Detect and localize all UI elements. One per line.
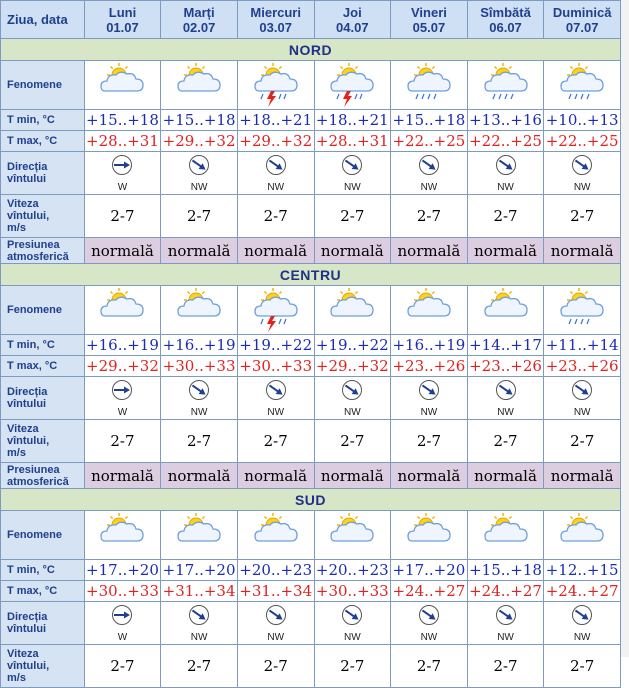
tmax-value: +23..+26: [469, 357, 542, 375]
wind-direction-cell: [544, 377, 621, 420]
tmin-value: +20..+23: [239, 561, 313, 579]
pressure-value: normală: [391, 238, 468, 264]
wind-speed-label: [1, 420, 85, 463]
wind-arrow-icon: [265, 604, 287, 631]
wind-speed-label-text: Viteza: [7, 648, 39, 660]
wind-direction-label: [1, 602, 85, 645]
wind-direction-value: NW: [420, 631, 438, 643]
tmax-value: +31..+34: [162, 582, 236, 600]
wind-speed-value: 2-7: [237, 645, 314, 688]
wind-arrow-icon: [418, 379, 440, 406]
wind-direction-value: NW: [420, 181, 438, 193]
wind-arrow-icon: [188, 379, 210, 406]
fenomene-row: [1, 61, 621, 110]
region-name: CENTRU: [1, 264, 621, 286]
wind-direction-cell: [467, 602, 544, 645]
wind-arrow-icon: [188, 154, 210, 181]
tmin-value: +17..+20: [162, 561, 236, 579]
day-header: [84, 1, 161, 39]
wind-direction-value: W: [117, 181, 128, 193]
wind-direction-cell: [391, 377, 468, 420]
tmin-label: [1, 560, 85, 581]
sun-cloud-icon: [314, 511, 391, 560]
wind-speed-value: 2-7: [467, 195, 544, 238]
tmax-value: +30..+33: [86, 582, 159, 600]
wind-direction-value: NW: [343, 631, 361, 643]
sun-cloud-icon: [161, 286, 238, 335]
sun-cloud-icon: [84, 286, 161, 335]
wind-direction-value: NW: [497, 406, 514, 418]
wind-direction-cell: [467, 152, 544, 195]
tmax-label-text: T max, °C: [7, 360, 58, 372]
wind-direction-value: NW: [343, 406, 361, 418]
tmin-value: +15..+18: [162, 111, 236, 129]
day-header: [237, 1, 314, 39]
pressure-label-text: atmosferică: [7, 475, 69, 488]
pressure-row: [1, 238, 621, 264]
wind-speed-value: 2-7: [467, 420, 544, 463]
wind-direction-cell: [84, 152, 161, 195]
tmax-label-text: T max, °C: [7, 585, 58, 597]
day-header: [391, 1, 468, 39]
tmax-value: +29..+32: [162, 132, 236, 150]
wind-speed-value: 2-7: [391, 420, 468, 463]
pressure-value: normală: [544, 463, 621, 489]
tmax-value: +22..+25: [545, 132, 619, 150]
day-header: [314, 1, 391, 39]
day-name: Luni: [108, 4, 137, 20]
wind-speed-row: [1, 195, 621, 238]
wind-direction-value: NW: [420, 406, 438, 418]
tmax-value: +29..+32: [315, 357, 389, 375]
wind-speed-label-text: m/s: [7, 672, 26, 684]
rain-cloud-icon: [544, 286, 621, 335]
wind-direction-value: W: [117, 406, 128, 418]
wind-arrow-icon: [341, 154, 363, 181]
wind-arrow-icon: [571, 604, 593, 631]
wind-direction-label: [1, 377, 85, 420]
pressure-label: [1, 238, 85, 264]
tmin-row: [1, 335, 621, 356]
pressure-value: normală: [161, 463, 238, 489]
wind-speed-label-text: vîntului,: [7, 435, 50, 447]
wind-direction-cell: [544, 602, 621, 645]
wind-direction-cell: [237, 377, 314, 420]
tmin-value: +17..+20: [86, 561, 159, 579]
pressure-value: normală: [314, 238, 391, 264]
pressure-value: normală: [237, 238, 314, 264]
day-date: 03.07: [259, 19, 292, 35]
thunder-rain-icon: [314, 61, 391, 110]
day-date: 07.07: [565, 19, 599, 35]
wind-speed-value: 2-7: [544, 645, 621, 688]
fenomene-row: [1, 511, 621, 560]
thunder-rain-icon: [237, 61, 314, 110]
pressure-row: [1, 463, 621, 489]
tmax-value: +28..+31: [315, 132, 389, 150]
wind-direction-value: NW: [497, 181, 514, 193]
wind-direction-value: NW: [573, 406, 591, 418]
tmax-value: +30..+33: [162, 357, 236, 375]
wind-arrow-icon: [265, 154, 287, 181]
tmin-value: +15..+18: [392, 111, 466, 129]
wind-arrow-icon: [111, 154, 133, 181]
fenomene-row: [1, 286, 621, 335]
wind-speed-value: 2-7: [314, 195, 391, 238]
wind-direction-value: NW: [190, 406, 208, 418]
wind-direction-value: NW: [267, 631, 285, 643]
tmin-row: [1, 560, 621, 581]
wind-arrow-icon: [495, 379, 517, 406]
fenomene-label: [1, 61, 85, 110]
tmin-value: +13..+16: [469, 111, 542, 129]
tmax-value: +30..+33: [239, 357, 313, 375]
day-name: Marți: [183, 4, 215, 20]
fenomene-label-text: Fenomene: [7, 79, 63, 91]
tmax-value: +22..+25: [469, 132, 542, 150]
tmin-value: +16..+19: [392, 336, 466, 354]
wind-direction-row: [1, 602, 621, 645]
region-name: NORD: [1, 39, 621, 61]
tmin-value: +18..+21: [239, 111, 313, 129]
wind-arrow-icon: [111, 604, 133, 631]
day-header: [544, 1, 621, 39]
wind-direction-cell: [467, 377, 544, 420]
tmin-value: +11..+14: [545, 336, 619, 354]
day-header: [467, 1, 544, 39]
wind-direction-label-text: Direcția: [7, 386, 48, 398]
wind-direction-label-text: Direcția: [7, 161, 48, 173]
tmax-value: +24..+27: [392, 582, 466, 600]
wind-direction-row: [1, 152, 621, 195]
wind-direction-label: [1, 152, 85, 195]
tmax-value: +23..+26: [392, 357, 466, 375]
wind-arrow-icon: [418, 154, 440, 181]
wind-arrow-icon: [265, 379, 287, 406]
wind-speed-value: 2-7: [84, 645, 161, 688]
tmin-value: +19..+22: [239, 336, 313, 354]
wind-direction-value: NW: [190, 181, 208, 193]
wind-arrow-icon: [418, 604, 440, 631]
pressure-value: normală: [391, 463, 468, 489]
pressure-label-text: atmosferică: [7, 250, 69, 263]
tmax-label: [1, 131, 85, 152]
wind-direction-cell: [314, 152, 391, 195]
wind-speed-value: 2-7: [544, 195, 621, 238]
tmax-value: +23..+26: [545, 357, 619, 375]
region-row: [1, 264, 621, 286]
wind-arrow-icon: [188, 604, 210, 631]
sun-cloud-icon: [161, 61, 238, 110]
tmax-row: [1, 131, 621, 152]
wind-direction-value: NW: [190, 631, 208, 643]
header-row: [1, 1, 621, 39]
thunder-rain-icon: [237, 286, 314, 335]
tmax-value: +29..+32: [86, 357, 159, 375]
sun-cloud-icon: [467, 286, 544, 335]
wind-direction-cell: [237, 152, 314, 195]
tmax-value: +29..+32: [239, 132, 313, 150]
wind-speed-value: 2-7: [237, 195, 314, 238]
wind-direction-value: NW: [573, 181, 591, 193]
page-scrollbar[interactable]: [621, 0, 629, 657]
wind-speed-value: 2-7: [391, 645, 468, 688]
wind-speed-label-text: m/s: [7, 447, 26, 459]
tmin-label: [1, 335, 85, 356]
wind-speed-row: [1, 645, 621, 688]
sun-cloud-icon: [391, 286, 468, 335]
sun-cloud-icon: [237, 511, 314, 560]
tmin-label-text: T min, °C: [7, 564, 55, 576]
wind-direction-value: NW: [497, 631, 514, 643]
wind-direction-cell: [544, 152, 621, 195]
pressure-value: normală: [544, 238, 621, 264]
sun-cloud-icon: [467, 511, 544, 560]
tmin-value: +19..+22: [315, 336, 389, 354]
pressure-value: normală: [314, 463, 391, 489]
wind-direction-row: [1, 377, 621, 420]
tmin-value: +18..+21: [315, 111, 389, 129]
region-row: [1, 39, 621, 61]
fenomene-label: [1, 286, 85, 335]
pressure-value: normală: [161, 238, 238, 264]
wind-direction-cell: [84, 377, 161, 420]
tmin-label: [1, 110, 85, 131]
rain-cloud-icon: [467, 61, 544, 110]
region-name: SUD: [1, 489, 621, 511]
tmin-value: +12..+15: [545, 561, 619, 579]
sun-cloud-icon: [84, 511, 161, 560]
day-header: [161, 1, 238, 39]
pressure-value: normală: [84, 238, 161, 264]
tmax-value: +28..+31: [86, 132, 159, 150]
wind-direction-value: NW: [267, 181, 285, 193]
day-name: Miercuri: [250, 4, 301, 20]
wind-speed-value: 2-7: [544, 420, 621, 463]
corner-label: Ziua, data: [1, 1, 85, 39]
day-date: 04.07: [336, 19, 369, 35]
wind-speed-value: 2-7: [314, 645, 391, 688]
fenomene-label-text: Fenomene: [7, 529, 63, 541]
wind-direction-cell: [161, 377, 238, 420]
wind-speed-value: 2-7: [237, 420, 314, 463]
wind-direction-value: NW: [267, 406, 285, 418]
wind-speed-value: 2-7: [161, 420, 238, 463]
wind-direction-value: NW: [343, 181, 361, 193]
tmin-value: +10..+13: [545, 111, 619, 129]
wind-direction-cell: [161, 602, 238, 645]
sun-cloud-icon: [161, 511, 238, 560]
tmax-value: +24..+27: [545, 582, 619, 600]
pressure-value: normală: [84, 463, 161, 489]
tmax-row: [1, 581, 621, 602]
tmax-row: [1, 356, 621, 377]
wind-arrow-icon: [571, 154, 593, 181]
tmin-value: +16..+19: [162, 336, 236, 354]
rain-cloud-icon: [391, 61, 468, 110]
tmin-value: +15..+18: [86, 111, 159, 129]
tmax-value: +30..+33: [315, 582, 389, 600]
sun-cloud-icon: [391, 511, 468, 560]
wind-speed-label-text: vîntului,: [7, 660, 50, 672]
wind-direction-label-text: vîntului: [7, 173, 47, 185]
wind-direction-value: W: [117, 631, 128, 643]
fenomene-label-text: Fenomene: [7, 304, 63, 316]
wind-direction-cell: [84, 602, 161, 645]
wind-speed-label-text: Viteza: [7, 423, 39, 435]
wind-direction-cell: [391, 602, 468, 645]
wind-arrow-icon: [111, 379, 133, 406]
wind-speed-value: 2-7: [314, 420, 391, 463]
wind-direction-value: NW: [573, 631, 591, 643]
tmax-label-text: T max, °C: [7, 135, 58, 147]
wind-speed-label: [1, 645, 85, 688]
sun-cloud-icon: [544, 511, 621, 560]
day-date: 05.07: [412, 19, 446, 35]
wind-speed-row: [1, 420, 621, 463]
wind-direction-label-text: vîntului: [7, 398, 47, 410]
wind-direction-cell: [314, 377, 391, 420]
wind-speed-value: 2-7: [391, 195, 468, 238]
wind-speed-label-text: m/s: [7, 222, 26, 234]
day-date: 02.07: [182, 19, 216, 35]
region-row: [1, 489, 621, 511]
tmax-value: +31..+34: [239, 582, 313, 600]
wind-arrow-icon: [571, 379, 593, 406]
day-name: Vineri: [410, 4, 447, 20]
pressure-value: normală: [467, 463, 544, 489]
day-name: Joi: [342, 4, 362, 20]
wind-direction-cell: [314, 602, 391, 645]
pressure-label: [1, 463, 85, 489]
tmin-label-text: T min, °C: [7, 339, 55, 351]
tmin-row: [1, 110, 621, 131]
wind-direction-label-text: Direcția: [7, 611, 48, 623]
day-date: 01.07: [106, 19, 139, 35]
wind-direction-label-text: vîntului: [7, 623, 47, 635]
day-name: Duminică: [552, 4, 612, 20]
wind-direction-cell: [391, 152, 468, 195]
fenomene-label: [1, 511, 85, 560]
wind-direction-cell: [161, 152, 238, 195]
pressure-label-text: Presiunea: [7, 463, 60, 476]
rain-cloud-icon: [544, 61, 621, 110]
tmin-value: +14..+17: [469, 336, 542, 354]
wind-speed-value: 2-7: [161, 645, 238, 688]
wind-arrow-icon: [495, 154, 517, 181]
pressure-value: normală: [237, 463, 314, 489]
tmin-value: +15..+18: [469, 561, 542, 579]
wind-speed-value: 2-7: [84, 195, 161, 238]
wind-arrow-icon: [495, 604, 517, 631]
tmax-value: +22..+25: [392, 132, 466, 150]
day-name: Sîmbătă: [480, 4, 531, 20]
tmax-label: [1, 356, 85, 377]
tmin-value: +20..+23: [315, 561, 389, 579]
wind-speed-label-text: vîntului,: [7, 210, 50, 222]
tmin-label-text: T min, °C: [7, 114, 55, 126]
wind-speed-value: 2-7: [467, 645, 544, 688]
pressure-label-text: Presiunea: [7, 238, 60, 251]
tmin-value: +17..+20: [392, 561, 466, 579]
wind-arrow-icon: [341, 604, 363, 631]
wind-speed-value: 2-7: [161, 195, 238, 238]
tmax-value: +24..+27: [469, 582, 542, 600]
day-date: 06.07: [489, 19, 522, 35]
tmax-label: [1, 581, 85, 602]
sun-cloud-icon: [84, 61, 161, 110]
wind-speed-value: 2-7: [84, 420, 161, 463]
tmin-value: +16..+19: [86, 336, 159, 354]
wind-direction-cell: [237, 602, 314, 645]
wind-speed-label: [1, 195, 85, 238]
pressure-value: normală: [467, 238, 544, 264]
wind-speed-label-text: Viteza: [7, 198, 39, 210]
sun-cloud-icon: [314, 286, 391, 335]
wind-arrow-icon: [341, 379, 363, 406]
